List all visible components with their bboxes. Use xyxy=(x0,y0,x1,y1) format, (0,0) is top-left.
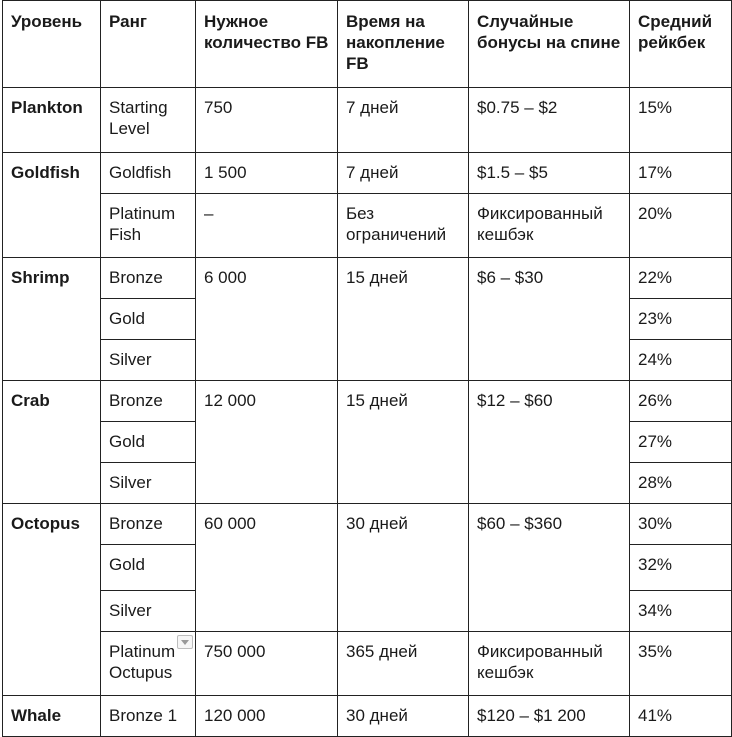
bonus-cell: $120 – $1 200 xyxy=(469,696,630,737)
time-cell: Без ограничений xyxy=(338,194,469,258)
bonus-cell: $1.5 – $5 xyxy=(469,153,630,194)
rank-label: Platinum Octupus xyxy=(109,642,176,682)
rank-cell: Bronze 1 xyxy=(101,696,196,737)
header-level: Уровень xyxy=(3,1,101,88)
bonus-cell: $60 – $360 xyxy=(469,504,630,632)
table-row xyxy=(3,632,732,696)
table-row xyxy=(3,696,732,737)
rank-cell: Silver xyxy=(101,340,196,381)
header-fb-needed: Нужное количество FB xyxy=(196,1,338,88)
rank-cell: Gold xyxy=(101,299,196,340)
time-cell: 7 дней xyxy=(338,153,469,194)
bonus-cell: Фиксированный кешбэк xyxy=(469,194,630,258)
header-rank: Ранг xyxy=(101,1,196,88)
table-row xyxy=(3,504,732,545)
rakeback-cell: 26% xyxy=(630,381,732,422)
rakeback-cell: 20% xyxy=(630,194,732,258)
table-row xyxy=(3,381,732,422)
rank-cell: Bronze xyxy=(101,504,196,545)
fb-cell: 6 000 xyxy=(196,258,338,381)
fb-cell: 750 xyxy=(196,88,338,153)
bonus-cell: $0.75 – $2 xyxy=(469,88,630,153)
bonus-cell: $6 – $30 xyxy=(469,258,630,381)
level-cell: Whale xyxy=(3,696,101,737)
table-row xyxy=(3,153,732,194)
rank-cell: Bronze xyxy=(101,258,196,299)
dropdown-arrow-icon[interactable] xyxy=(177,635,193,649)
rank-cell: Bronze xyxy=(101,381,196,422)
rank-cell: Goldfish xyxy=(101,153,196,194)
rank-cell xyxy=(101,632,196,696)
header-random-bonuses: Случайные бонусы на спине xyxy=(469,1,630,88)
table-row xyxy=(3,258,732,299)
time-cell: 7 дней xyxy=(338,88,469,153)
rakeback-cell: 23% xyxy=(630,299,732,340)
rakeback-levels-table xyxy=(2,0,732,737)
rank-cell: Silver xyxy=(101,463,196,504)
time-cell: 30 дней xyxy=(338,696,469,737)
rakeback-cell: 22% xyxy=(630,258,732,299)
level-cell: Goldfish xyxy=(3,153,101,258)
level-cell: Octopus xyxy=(3,504,101,696)
level-cell: Plankton xyxy=(3,88,101,153)
bonus-cell: $12 – $60 xyxy=(469,381,630,504)
fb-cell: – xyxy=(196,194,338,258)
rakeback-cell: 41% xyxy=(630,696,732,737)
rakeback-cell: 30% xyxy=(630,504,732,545)
time-cell: 30 дней xyxy=(338,504,469,632)
rakeback-cell: 15% xyxy=(630,88,732,153)
fb-cell: 750 000 xyxy=(196,632,338,696)
rank-cell: Gold xyxy=(101,545,196,591)
rakeback-cell: 27% xyxy=(630,422,732,463)
fb-cell: 12 000 xyxy=(196,381,338,504)
rakeback-cell: 32% xyxy=(630,545,732,591)
time-cell: 365 дней xyxy=(338,632,469,696)
fb-cell: 60 000 xyxy=(196,504,338,632)
rakeback-cell: 35% xyxy=(630,632,732,696)
time-cell: 15 дней xyxy=(338,258,469,381)
header-row xyxy=(3,1,732,88)
table-row xyxy=(3,88,732,153)
rank-cell: Starting Level xyxy=(101,88,196,153)
time-cell: 15 дней xyxy=(338,381,469,504)
rakeback-cell: 24% xyxy=(630,340,732,381)
header-avg-rakeback: Средний рейкбек xyxy=(630,1,732,88)
fb-cell: 120 000 xyxy=(196,696,338,737)
level-cell: Shrimp xyxy=(3,258,101,381)
rank-cell: Silver xyxy=(101,591,196,632)
rank-cell: Platinum Fish xyxy=(101,194,196,258)
rakeback-cell: 17% xyxy=(630,153,732,194)
bonus-cell: Фиксированный кешбэк xyxy=(469,632,630,696)
level-cell: Crab xyxy=(3,381,101,504)
rakeback-cell: 34% xyxy=(630,591,732,632)
table-row xyxy=(3,194,732,258)
header-accumulation-time: Время на накопление FB xyxy=(338,1,469,88)
rakeback-cell: 28% xyxy=(630,463,732,504)
rank-cell: Gold xyxy=(101,422,196,463)
fb-cell: 1 500 xyxy=(196,153,338,194)
